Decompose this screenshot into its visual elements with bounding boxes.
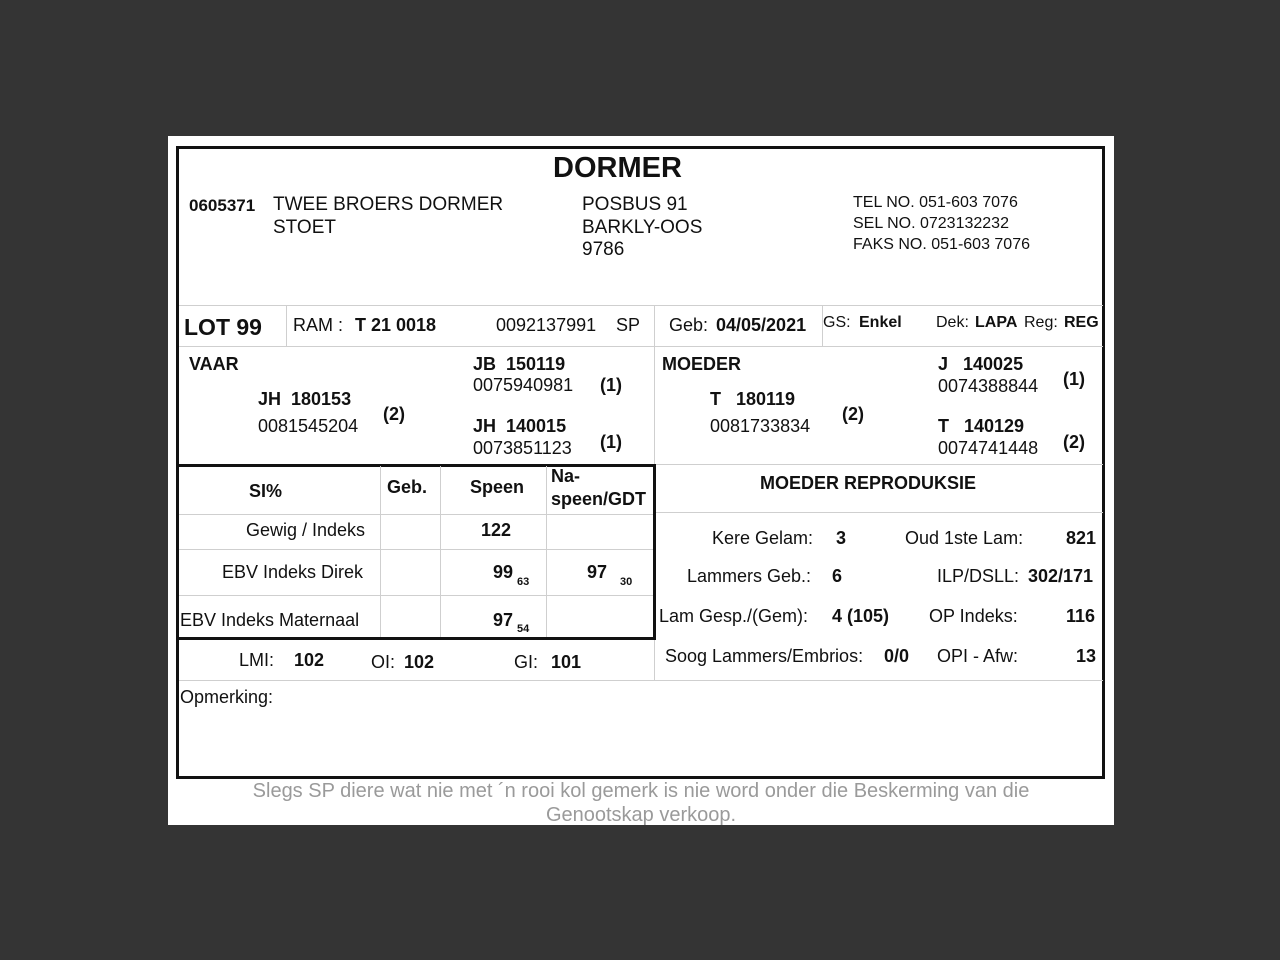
oi-value: 102 — [404, 652, 435, 672]
divider — [179, 305, 1103, 306]
oi-label: OI: — [371, 652, 396, 672]
mv-birth-status: (1) — [1063, 369, 1085, 389]
vaar-birth-status: (2) — [383, 404, 405, 424]
ilp-dsll-value: 302/171 — [1028, 566, 1094, 586]
address-line2: BARKLY-OOS — [582, 217, 703, 238]
moeder-label: MOEDER — [662, 354, 742, 374]
row-label-direk: EBV Indeks Direk — [222, 562, 364, 582]
opi-afw-label: OPI - Afw: — [937, 646, 1019, 666]
lmi-label: LMI: — [239, 650, 275, 670]
gs-value: Enkel — [859, 314, 902, 331]
divider — [179, 346, 1103, 347]
footer-note-line2: Genootskap verkoop. — [545, 804, 737, 826]
vv-reg-number: 0075940981 — [473, 375, 574, 395]
vaar-id: JH 180153 — [258, 389, 352, 409]
si-header: SI% — [249, 481, 283, 501]
soog-lammers-label: Soog Lammers/Embrios: — [665, 646, 864, 666]
vm-birth-status: (1) — [600, 432, 622, 452]
reg-value: REG — [1064, 314, 1099, 331]
sel-number: SEL NO. 0723132232 — [853, 215, 1009, 232]
moeder-birth-status: (2) — [842, 404, 864, 424]
lot-number: LOT 99 — [184, 314, 262, 340]
divider — [179, 514, 653, 515]
divider — [440, 466, 441, 637]
divider — [179, 680, 1103, 681]
op-indeks-label: OP Indeks: — [929, 606, 1018, 626]
direk-naspeen-value: 97 — [587, 562, 608, 582]
ram-id: T 21 0018 — [355, 315, 437, 335]
vaar-label: VAAR — [189, 354, 239, 374]
ram-label: RAM : — [293, 315, 344, 335]
op-indeks-value: 116 — [1066, 606, 1096, 626]
maternaal-speen-value: 97 — [493, 610, 514, 630]
vaar-reg-number: 0081545204 — [258, 416, 359, 436]
stud-name-line2: STOET — [273, 217, 336, 238]
mv-reg-number: 0074388844 — [938, 376, 1039, 396]
lammers-geb-label: Lammers Geb.: — [687, 566, 812, 586]
naspeen-header-line1: Na- — [551, 466, 581, 486]
breed-title: DORMER — [553, 152, 682, 184]
repro-title: MOEDER REPRODUKSIE — [760, 473, 977, 493]
si-table-border — [653, 464, 656, 640]
row-label-maternaal: EBV Indeks Maternaal — [180, 610, 360, 630]
direk-speen-value: 99 — [493, 562, 514, 582]
ram-class: SP — [616, 315, 641, 335]
ram-reg-number: 0092137991 — [496, 315, 597, 335]
divider — [654, 512, 1103, 513]
divider — [286, 305, 287, 346]
lmi-value: 102 — [294, 650, 325, 670]
lam-gesp-value: 4 (105) — [832, 606, 890, 626]
geb-date: 04/05/2021 — [716, 315, 807, 335]
stud-name-line1: TWEE BROERS DORMER — [273, 194, 504, 215]
mm-birth-status: (2) — [1063, 432, 1085, 452]
maternaal-speen-accuracy: 54 — [517, 623, 530, 635]
member-number: 0605371 — [189, 196, 256, 215]
direk-naspeen-accuracy: 30 — [620, 576, 633, 588]
mm-reg-number: 0074741448 — [938, 438, 1039, 458]
divider — [380, 466, 381, 637]
lammers-geb-value: 6 — [832, 566, 843, 586]
footer-note-line1: Slegs SP diere wat nie met ´n rooi kol gemerk is nie word onder die Beskerming van die — [252, 780, 1030, 802]
divider — [179, 595, 653, 596]
kere-gelam-value: 3 — [836, 528, 847, 548]
si-table-border — [177, 637, 656, 640]
vv-id: JB 150119 — [473, 354, 566, 374]
gewig-speen-value: 122 — [481, 520, 512, 540]
divider — [654, 464, 1103, 465]
naspeen-header-line2: speen/GDT — [551, 489, 647, 509]
geb-label: Geb: — [669, 315, 709, 335]
remarks-label: Opmerking: — [180, 687, 274, 707]
oud-1ste-lam-label: Oud 1ste Lam: — [905, 528, 1024, 548]
reg-label: Reg: — [1024, 314, 1058, 331]
row-label-gewig: Gewig / Indeks — [246, 520, 366, 540]
oud-1ste-lam-value: 821 — [1066, 528, 1097, 548]
vm-reg-number: 0073851123 — [473, 438, 572, 458]
vm-id: JH 140015 — [473, 416, 567, 436]
dek-value: LAPA — [975, 314, 1018, 331]
ilp-dsll-label: ILP/DSLL: — [937, 566, 1020, 586]
mv-id: J 140025 — [938, 354, 1024, 374]
opi-afw-value: 13 — [1076, 646, 1097, 666]
direk-speen-accuracy: 63 — [517, 576, 530, 588]
address-line3: 9786 — [582, 239, 625, 260]
gi-label: GI: — [514, 652, 539, 672]
si-table-border — [177, 464, 656, 467]
moeder-id: T 180119 — [710, 389, 796, 409]
moeder-reg-number: 0081733834 — [710, 416, 811, 436]
dek-label: Dek: — [936, 314, 969, 331]
tel-number: TEL NO. 051-603 7076 — [853, 194, 1018, 211]
geb-header: Geb. — [387, 477, 428, 497]
gi-value: 101 — [551, 652, 582, 672]
gs-label: GS: — [823, 314, 851, 331]
address-line1: POSBUS 91 — [582, 194, 688, 215]
mm-id: T 140129 — [938, 416, 1025, 436]
divider — [179, 549, 653, 550]
vv-birth-status: (1) — [600, 375, 622, 395]
faks-number: FAKS NO. 051-603 7076 — [853, 236, 1030, 253]
lam-gesp-label: Lam Gesp./(Gem): — [659, 606, 809, 626]
soog-lammers-value: 0/0 — [884, 646, 910, 666]
divider — [546, 466, 547, 637]
speen-header: Speen — [470, 477, 525, 497]
kere-gelam-label: Kere Gelam: — [712, 528, 814, 548]
